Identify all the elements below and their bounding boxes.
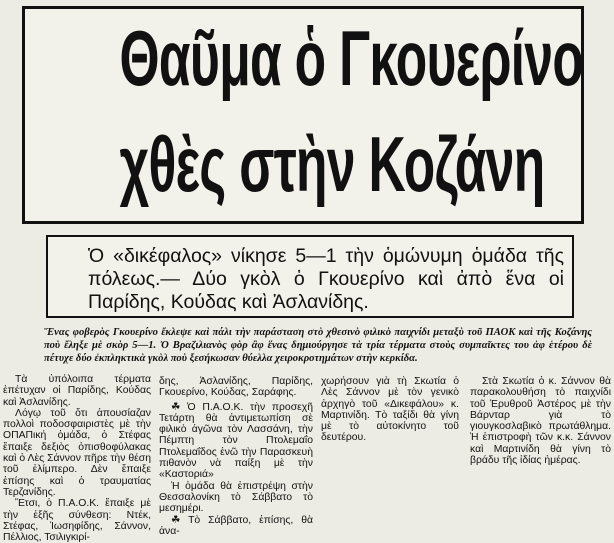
headline-line-1: Θαῦμα ὁ Γκουερίνο [119,14,584,102]
subheadline-box [46,235,574,318]
paragraph: δης, Ἀσλανίδης, Παρίδης, Γκουερίνο, Κούδας, Σαράφης. [159,376,313,399]
intro-paragraph: Ἕνας φοβερὸς Γκουερίνο ἔκλεψε καὶ πάλι τὴν παράσταση στὸ χθεσινὸ φιλικὸ παιχνίδι μεταξὺ τοῦ ΠΑΟΚ καὶ τῆς Κοζάνης ποὺ ἔληξε μὲ σκὸρ 5—1. Ὁ Βραζιλιανὸς φὸρ ἂφ ἕνας δημιούργησε τὰ τρία τέρματα στοὺς συμπαῖκτες του ἀφ ἑτέρου δὲ πέτυχε δύο ἐκπληκτικὰ γκὸλ ποὺ ξεσήκωσαν θύελλα χειροκροτημάτων στὴν κερκίδα. [44,327,592,364]
paragraph: ☘ Ὁ Π.Α.Ο.Κ. τὴν προσεχῆ Τετάρτη θὰ ἀντιμετωπίση σὲ φιλικὸ ἀγῶνα τὸν Λασσάνη, τὴν Πέμπτη τὸν Πτολεμαΐο Πτολεμαΐδος ἐνῶ τὴν Παρασκευὴ πιθανὸν νὰ παίξη μὲ τὴν «Καστοριά» [159,401,313,481]
paragraph: Ἡ ὁμάδα θὰ ἐπιστρέψη στὴν Θεσσαλονίκη τὸ Σάββατο τὸ μεσημέρι. [159,480,313,515]
paragraph: Λόγῳ τοῦ ὅτι ἀπουσίαζαν πολλοὶ ποδοσφαιριστὲς μὲ τὴν ΟΠΑΠική ὁμάδα, ὁ Στέφας ἔπαιξε δεξιὸς ὀπισθοφύλακας καὶ ὁ Λὲς Σάννον πῆρε τὴν θέση τοῦ ἐλίμπερο. Δὲν ἔπαιξε ἐπίσης καὶ ὁ τραυματίας Τερζανίδης. [3,407,151,498]
article-column-3 [321,376,459,444]
paragraph: Στὰ Σκωτία ὁ κ. Σάννον θὰ παρακολουθήση τὸ παιχνίδι τοῦ Ἐρυθροῦ Ἀστέρος μὲ τὴν Βάρνταρ γιὰ τὸ γιουγκοσλαβικὸ πρωτάθλημα. Ἡ ἐπιστροφὴ τῶν κ.κ. Σάννον καὶ Μαρτινίδη θὰ γίνη τὸ βράδυ τῆς ἰδίας ἡμέρας. [470,376,611,467]
article-column-4 [470,376,611,466]
article-column-2 [159,376,313,537]
headline-box [22,6,584,224]
paragraph: χωρήσουν γιὰ τὴ Σκωτία ὁ Λὲς Σάννον μὲ τὸν γενικὸ ἀρχηγὸ τοῦ «Δικεφάλου» κ. Μαρτινίδη. Τὸ ταξίδι θὰ γίνη μὲ τὸ αὐτοκίνητο τοῦ δευτέρου. [321,376,459,444]
article-column-1 [3,374,151,543]
headline-line-2: χθὲς στὴν Κοζάνη [119,120,545,208]
paragraph: Τὰ ὑπόλοιπα τέρματα ἐπέτυχαν οἱ Παρίδης, Κούδας καὶ Ἀσλανίδης. [3,374,151,408]
paragraph: ☘ Τὸ Σάββατο, ἐπίσης, θὰ ἀνα- [159,514,313,537]
subheadline: Ὁ «δικέφαλος» νίκησε 5—1 τὴν ὁμώνυμη ὁμάδα τῆς πόλεως.— Δύο γκὸλ ὁ Γκουερίνο καὶ ἀπὸ ἕνα οἱ Παρίδης, Κούδας καὶ Ἀσλανίδης. [88,245,564,313]
paragraph: Ἔτσι, ὁ Π.Α.Ο.Κ. ἔπαιξε μὲ τὴν ἑξῆς σύνθεση: Ντέκ, Στέφας, Ἰωσηφίδης, Σάννον, Πέλλιος, Τσιλιγκιρί- [3,498,151,543]
